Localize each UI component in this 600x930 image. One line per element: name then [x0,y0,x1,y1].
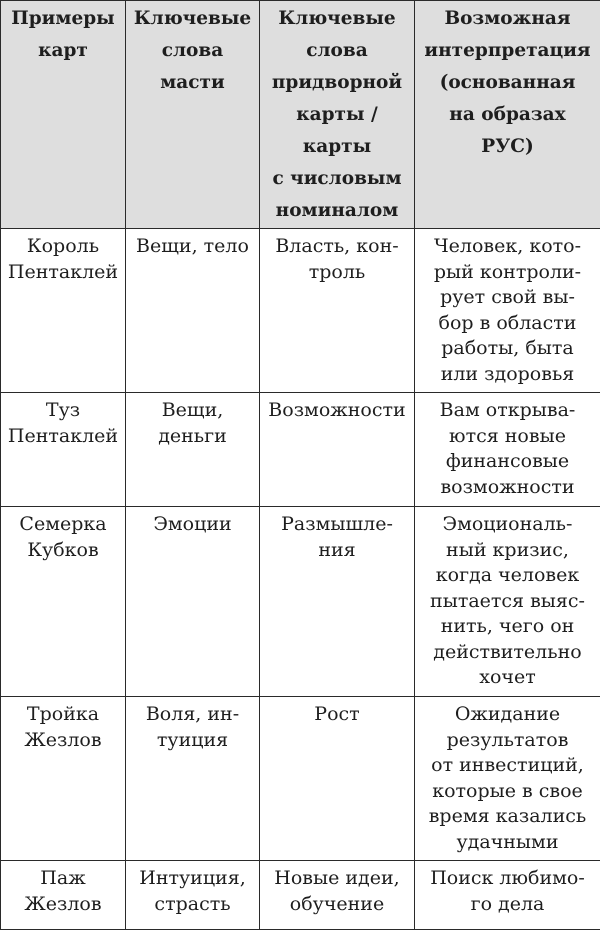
cell-suit-keywords: Эмоции [126,507,260,697]
cell-interpretation: Человек, кото- рый контроли- рует свой вы- бор в области работы, быта или здоровья [415,229,600,393]
header-suit-keywords: Ключевые слова масти [126,1,260,229]
cell-card: Паж Жезлов [1,861,126,930]
table-header-row [1,1,600,229]
cell-suit-keywords: Воля, ин- туиция [126,697,260,861]
cell-interpretation: Эмоциональ- ный кризис, когда человек пытается выяс- нить, чего он действительно хочет [415,507,600,697]
cell-card: Семерка Кубков [1,507,126,697]
header-court-number-keywords: Ключевые слова придворной карты / карты с числовым номиналом [260,1,415,229]
table-row [1,861,600,930]
cell-interpretation: Поиск любимо- го дела [415,861,600,930]
cell-suit-keywords: Вещи, деньги [126,393,260,507]
cell-card: Король Пентаклей [1,229,126,393]
cell-card: Тройка Жезлов [1,697,126,861]
header-card-examples: Примеры карт [1,1,126,229]
cell-interpretation: Ожидание результатов от инвестиций, которые в свое время казались удачными [415,697,600,861]
cell-card-keywords: Возможности [260,393,415,507]
cell-card-keywords: Власть, кон- троль [260,229,415,393]
cell-suit-keywords: Интуиция, страсть [126,861,260,930]
cell-suit-keywords: Вещи, тело [126,229,260,393]
cell-interpretation: Вам открыва- ются новые финансовые возможности [415,393,600,507]
header-interpretation: Возможная интерпретация (основанная на образах РУС) [415,1,600,229]
table-row [1,393,600,507]
cell-card-keywords: Рост [260,697,415,861]
table-row [1,697,600,861]
table-row [1,229,600,393]
table-row [1,507,600,697]
cell-card-keywords: Размышле- ния [260,507,415,697]
cell-card-keywords: Новые идеи, обучение [260,861,415,930]
cell-card: Туз Пентаклей [1,393,126,507]
